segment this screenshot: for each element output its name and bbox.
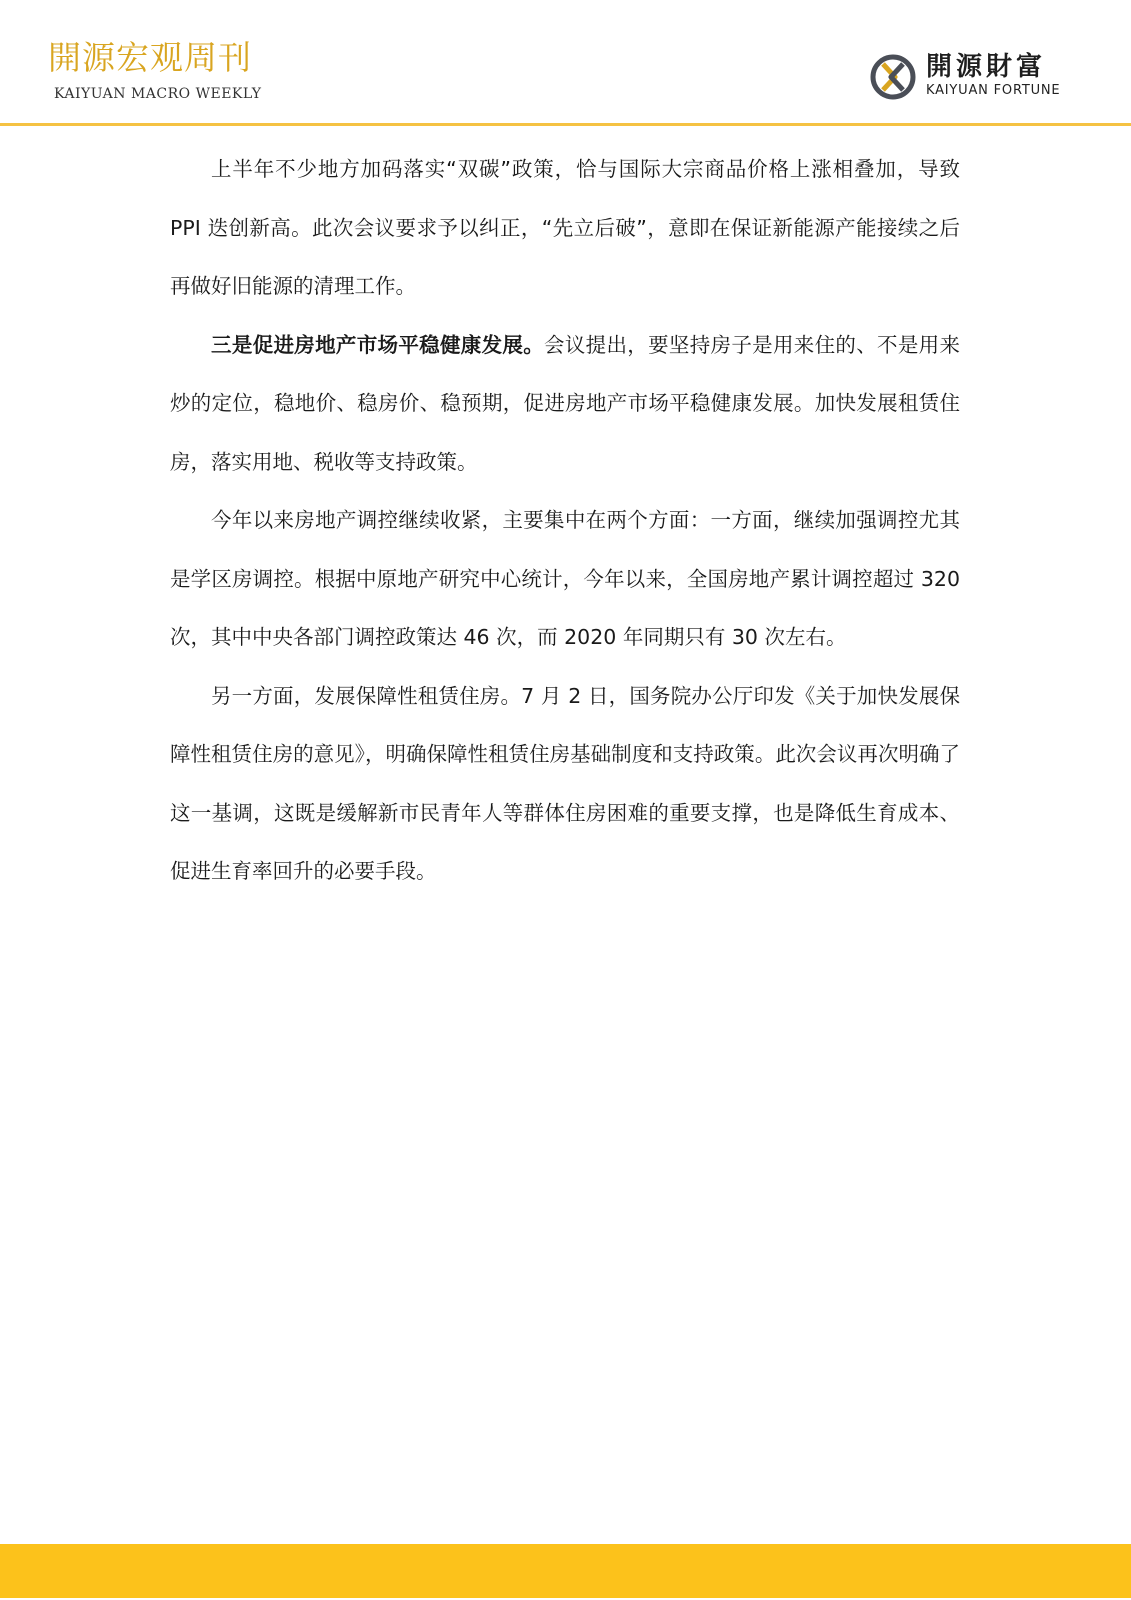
paragraph-real-estate-policy <box>170 316 960 492</box>
paragraph-regulation-tightening: 今年以来房地产调控继续收紧，主要集中在两个方面：一方面，继续加强调控尤其是学区房调控。根据中原地产研究中心统计，今年以来，全国房地产累计调控超过 320 次，其中中央各部门调控政策达 46 次，而 2020 年同期只有 30 次左右。 <box>170 508 960 649</box>
kaiyuan-logo-icon <box>868 52 918 102</box>
article-body <box>170 140 960 901</box>
logo-chinese-text: 開源財富 <box>926 52 1047 82</box>
publication-title: 開源宏观周刊 <box>48 38 252 77</box>
brand-logo <box>868 52 1088 104</box>
header-divider <box>0 123 1131 126</box>
paragraph-dual-carbon: 上半年不少地方加码落实“双碳”政策，恰与国际大宗商品价格上涨相叠加，导致 PPI 迭创新高。此次会议要求予以纠正，“先立后破”，意即在保证新能源产能接续之后再做好旧能源的清理工作。 <box>170 157 960 298</box>
page-header <box>0 0 1131 125</box>
section-heading-real-estate: 三是促进房地产市场平稳健康发展。 <box>211 332 545 357</box>
paragraph-rental-housing: 另一方面，发展保障性租赁住房。7 月 2 日，国务院办公厅印发《关于加快发展保障性租赁住房的意见》，明确保障性租赁住房基础制度和支持政策。此次会议再次明确了这一基调，这既是缓解新市民青年人等群体住房困难的重要支撑，也是降低生育成本、促进生育率回升的必要手段。 <box>170 683 960 883</box>
footer-band <box>0 1544 1131 1598</box>
logo-english-text: KAIYUAN FORTUNE <box>926 83 1061 98</box>
publication-subtitle: KAIYUAN MACRO WEEKLY <box>54 86 262 102</box>
paragraph-real-estate-text: 会议提出，要坚持房子是用来住的、不是用来炒的定位，稳地价、稳房价、稳预期，促进房地产市场平稳健康发展。加快发展租赁住房，落实用地、税收等支持政策。 <box>170 332 961 474</box>
